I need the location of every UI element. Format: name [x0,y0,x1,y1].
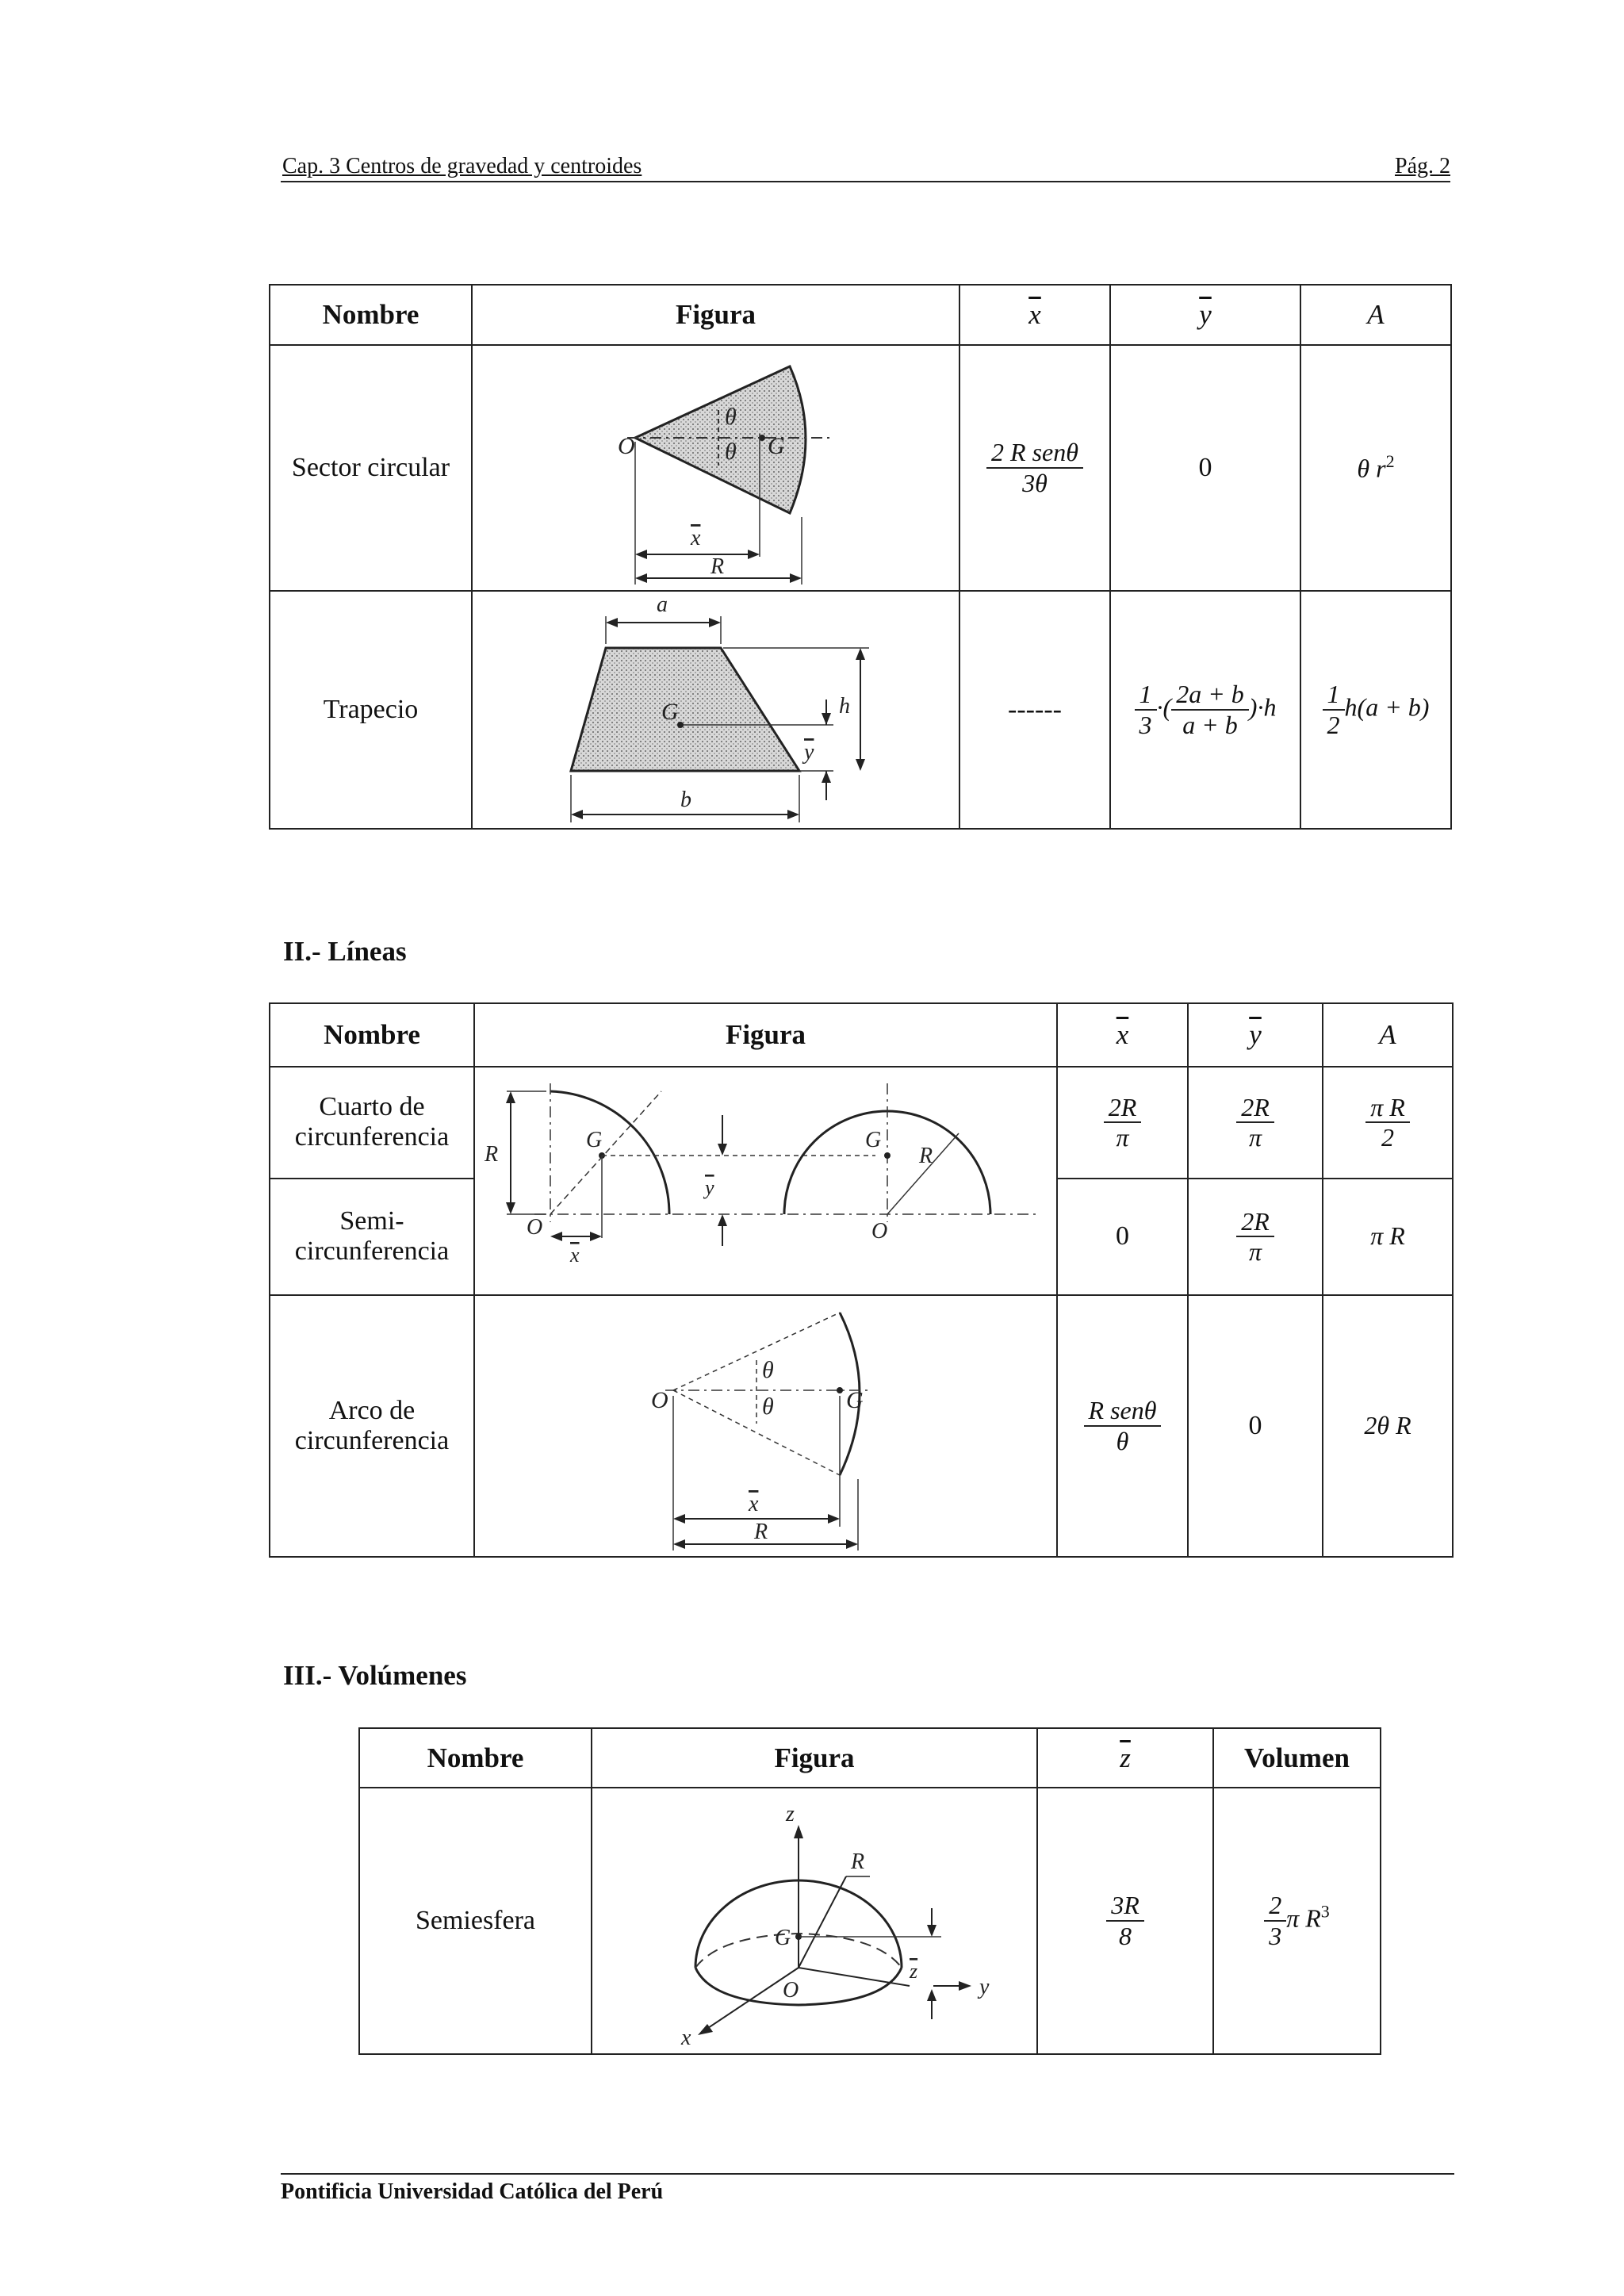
cell-xbar: $\frac{\text{R senθ}}{\theta}$ [1057,1295,1188,1557]
label-g-left: G [586,1128,603,1152]
sector-figure [472,345,959,591]
header-zbar: $\overline{z}$ [1037,1728,1213,1788]
header-ybar: $\overline{y}$ [1110,285,1300,345]
table-row [270,591,1451,829]
table-header-row [270,285,1451,345]
trapezoid-diagram [473,592,957,827]
table-header-row [359,1728,1381,1788]
table-row [270,345,1451,591]
cell-ybar: 0 [1188,1295,1323,1557]
label-h: h [839,694,850,719]
label-theta-2: θ [762,1393,774,1420]
cell-volume: $\frac{2}{3}$ π $R^3$ [1213,1788,1381,2054]
section-lineas-title: II.- Líneas [283,936,407,967]
page-number: Pág. 2 [1395,154,1450,178]
header-xbar: $\overline{x}$ [1057,1003,1188,1067]
label-ybar: y [705,1176,714,1199]
header-ybar: $\overline{y}$ [1188,1003,1323,1067]
row-name: Arco de circunferencia [270,1295,474,1557]
lines-table [269,1002,1454,1558]
row-name: Semiesfera [359,1788,592,2054]
label-theta-2: θ [725,439,737,465]
chapter-title: Cap. 3 Centros de gravedad y centroides [282,154,642,178]
cell-ybar: $\frac{2R}{\pi}$ [1188,1179,1323,1295]
label-o-right: O [871,1219,888,1244]
cell-ybar: $\frac{2R}{\pi}$ [1188,1067,1323,1179]
label-r: R [754,1520,768,1544]
label-o: O [651,1387,668,1413]
table-header-row [270,1003,1453,1067]
cell-area: $\frac{\text{π R}}{2}$ [1323,1067,1453,1179]
label-xbar: x [691,526,701,550]
row-name: Cuarto de circunferencia [270,1067,474,1179]
label-x-axis: x [681,2026,691,2050]
label-o: O [783,1978,799,2003]
label-o-left: O [527,1215,543,1240]
label-g: G [661,699,679,725]
page-header [281,149,1450,182]
university-name: Pontificia Universidad Católica del Perú [281,2179,664,2204]
row-name: Trapecio [270,591,472,829]
cell-area: θ $r^2$ [1300,345,1451,591]
label-g-right: G [865,1128,882,1152]
volumes-table [358,1727,1381,2055]
hemisphere-figure [592,1788,1037,2054]
label-o: O [618,433,635,459]
arcs-diagram [475,1068,1055,1294]
header-nombre: Nombre [270,1003,474,1067]
row-name: Sector circular [270,345,472,591]
table-row [270,1067,1453,1179]
cell-ybar: $\frac{1}{3}$ ·( $\frac{2a + b}{a + b}$ )·h [1110,591,1300,829]
label-r: R [710,554,725,579]
trapezoid-figure [472,591,959,829]
label-g: G [846,1387,864,1413]
table-row [359,1788,1381,2054]
page-footer [281,2173,1454,2205]
header-xbar: $\overline{x}$ [959,285,1110,345]
row-name: Semi- circunferencia [270,1179,474,1295]
cell-xbar: $\frac{\text{2 R senθ}}{3\theta}$ [959,345,1110,591]
quarter-semicircle-figure [474,1067,1057,1295]
header-area: A [1323,1003,1453,1067]
header-figura: Figura [474,1003,1057,1067]
sector-diagram [473,347,957,589]
label-y-axis: y [979,1975,990,1999]
hemisphere-diagram [592,1789,1035,2053]
label-g: G [768,433,785,459]
label-ybar: y [804,740,814,765]
cell-area: 2θ R [1323,1295,1453,1557]
label-xbar: x [570,1244,580,1267]
cell-area: $\frac{1}{2}$ h(a + b) [1300,591,1451,829]
header-area: A [1300,285,1451,345]
label-r-left: R [485,1142,499,1167]
header-nombre: Nombre [270,285,472,345]
label-r-right: R [919,1144,933,1168]
section-volumenes-title: III.- Volúmenes [283,1660,467,1691]
header-figura: Figura [472,285,959,345]
arc-diagram [475,1297,1055,1555]
label-theta-1: θ [725,404,737,430]
areas-table [269,284,1452,830]
cell-xbar: ------ [959,591,1110,829]
label-b: b [680,788,691,812]
cell-xbar: $\frac{2R}{\pi}$ [1057,1067,1188,1179]
label-theta-1: θ [762,1357,774,1383]
arc-figure [474,1295,1057,1557]
cell-area: π R [1323,1179,1453,1295]
table-row [270,1295,1453,1557]
label-r: R [851,1849,865,1874]
label-a: a [657,592,668,617]
header-figura: Figura [592,1728,1037,1788]
label-zbar: z [910,1960,918,1983]
cell-xbar: 0 [1057,1179,1188,1295]
header-nombre: Nombre [359,1728,592,1788]
label-xbar: x [749,1492,759,1516]
label-z-axis: z [786,1802,795,1826]
cell-ybar: 0 [1110,345,1300,591]
label-g: G [775,1926,791,1950]
header-volumen: Volumen [1213,1728,1381,1788]
cell-zbar: $\frac{3R}{8}$ [1037,1788,1213,2054]
